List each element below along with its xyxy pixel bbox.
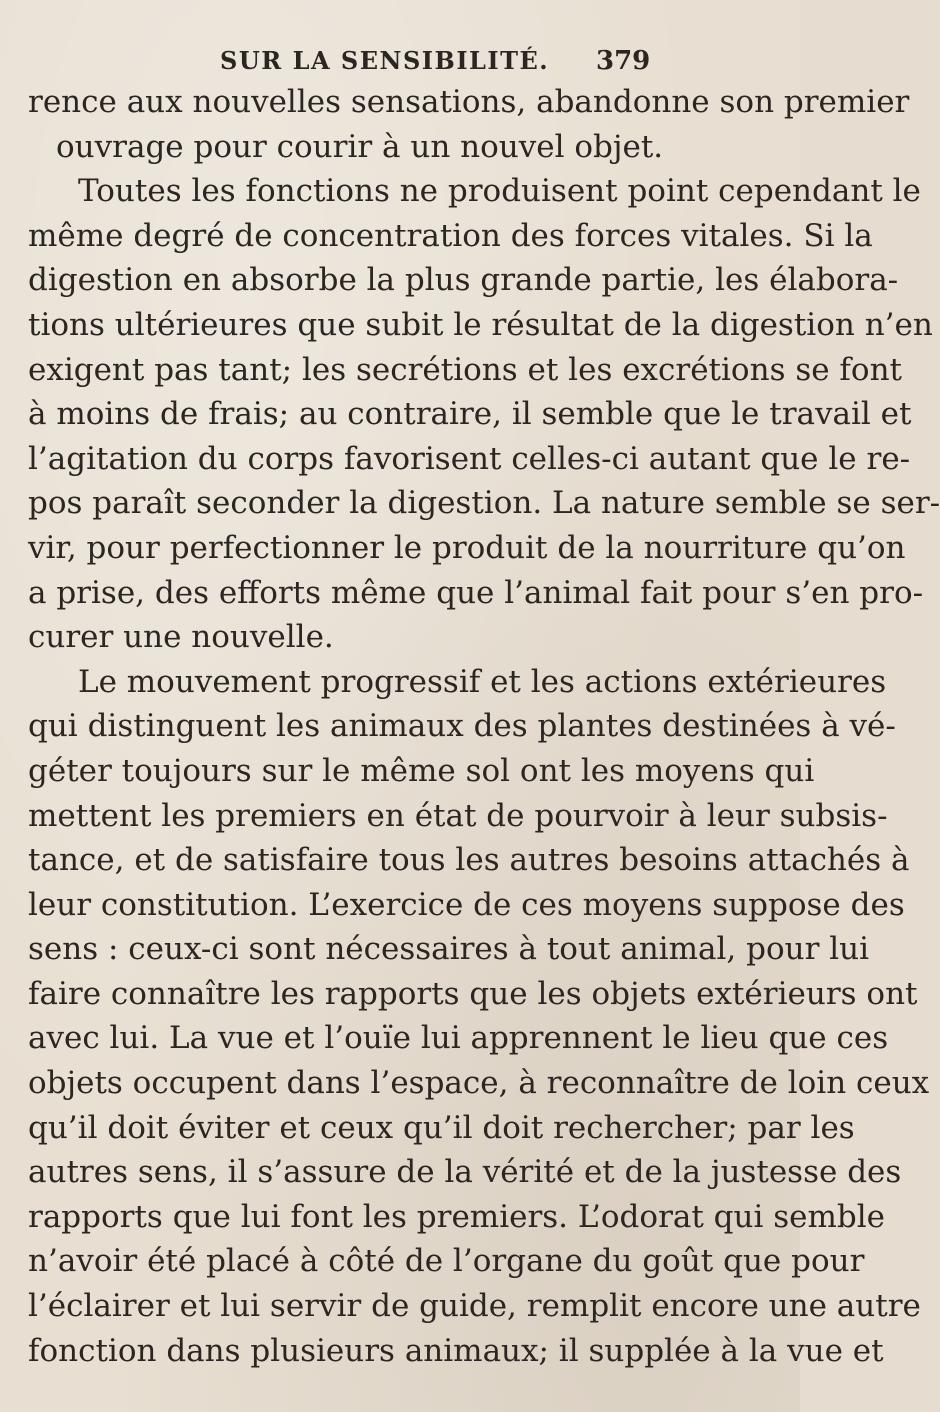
page-number: 379 [596, 46, 651, 76]
text-line: autres sens, il s’assure de la vérité et de la justesse des [28, 1154, 902, 1191]
text-line: géter toujours sur le même sol ont les moyens qui [28, 752, 815, 789]
text-line: digestion en absorbe la plus grande partie, les élabora- [28, 262, 899, 299]
text-line: tions ultérieures que subit le résultat de la digestion n’en [28, 306, 933, 343]
text-line: rence aux nouvelles sensations, abandonne son premier [28, 84, 910, 120]
text-line: sens : ceux-ci sont nécessaires à tout animal, pour lui [28, 931, 870, 968]
text-line: l’éclairer et lui servir de guide, remplit encore une autre [28, 1288, 921, 1325]
text-line: même degré de concentration des forces vitales. Si la [28, 217, 873, 254]
text-line: exigent pas tant; les secrétions et les excrétions se font [28, 351, 902, 388]
text-line: pos paraît seconder la digestion. La nature semble se ser- [28, 485, 940, 522]
text-line: rapports que lui font les premiers. L’odorat qui semble [28, 1198, 886, 1235]
text-line: à moins de frais; au contraire, il semble que le travail et [28, 396, 912, 433]
text-line: curer une nouvelle. [28, 619, 334, 656]
text-line: ouvrage pour courir à un nouvel objet. [56, 128, 664, 165]
text-line: a prise, des efforts même que l’animal fait pour s’en pro- [28, 574, 924, 611]
page-header [0, 40, 800, 80]
text-line: qui distinguent les animaux des plantes destinées à vé- [28, 708, 896, 745]
text-line: n’avoir été placé à côté de l’organe du goût que pour [28, 1243, 865, 1280]
paragraph-start-line: Le mouvement progressif et les actions extérieures [78, 663, 887, 700]
text-line: fonction dans plusieurs animaux; il supplée à la vue et [28, 1332, 884, 1369]
text-line: avec lui. La vue et l’ouïe lui apprennent le lieu que ces [28, 1020, 889, 1057]
running-head: SUR LA SENSIBILITÉ. [220, 46, 550, 75]
text-line: vir, pour perfectionner le produit de la nourriture qu’on [28, 529, 906, 566]
text-line: objets occupent dans l’espace, à reconnaître de loin ceux [28, 1065, 930, 1102]
text-line: qu’il doit éviter et ceux qu’il doit rechercher; par les [28, 1109, 855, 1146]
text-line: faire connaître les rapports que les objets extérieurs ont [28, 975, 918, 1012]
body-text [28, 80, 940, 1373]
text-line: tance, et de satisfaire tous les autres besoins attachés à [28, 842, 910, 879]
text-line: leur constitution. L’exercice de ces moyens suppose des [28, 886, 905, 923]
paragraph-start-line: Toutes les fonctions ne produisent point cependant le [78, 173, 921, 210]
text-line: mettent les premiers en état de pourvoir à leur subsis- [28, 797, 888, 834]
text-line: l’agitation du corps favorisent celles-ci autant que le re- [28, 440, 911, 477]
